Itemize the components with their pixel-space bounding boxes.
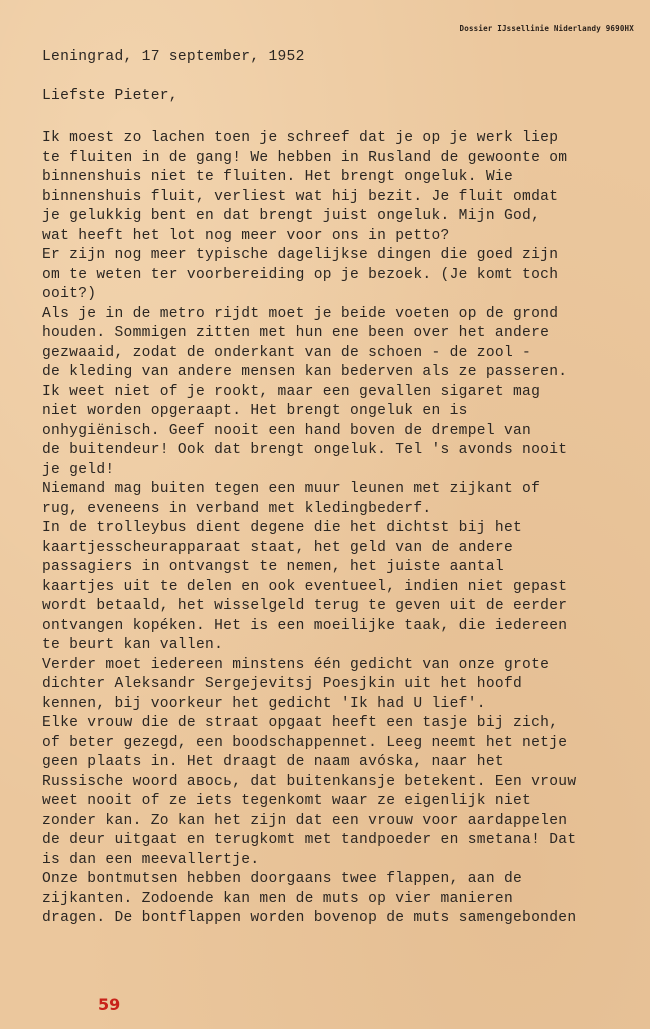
letter-line: om te weten ter voorbereiding op je bezoek. (Je komt toch (42, 266, 559, 283)
letter-line: kaartjes uit te delen en ook eventueel, indien niet gepast (42, 578, 568, 595)
letter-text (42, 47, 612, 929)
letter-line: niet worden opgeraapt. Het brengt ongeluk en is (42, 403, 468, 419)
letter-line: de deur uitgaat en terugkomt met tandpoeder en smetana! Dat (42, 832, 577, 848)
letter-line: Ik weet niet of je rookt, maar een gevallen sigaret mag (42, 383, 541, 400)
letter-line: In de trolleybus dient degene die het dichtst bij het (42, 520, 523, 536)
letter-line: Er zijn nog meer typische dagelijkse dingen die goed zijn (42, 247, 559, 263)
letter-line: de buitendeur! Ook dat brengt ongeluk. Tel 's avonds nooit (42, 442, 568, 458)
letter-line: Ik moest zo lachen toen je schreef dat je op je werk liep (42, 130, 559, 146)
letter-line: te fluiten in de gang! We hebben in Rusland de gewoonte om (42, 149, 568, 166)
letter-line: je gelukkig bent en dat brengt juist ongeluk. Mijn God, (42, 208, 541, 224)
letter-line: Niemand mag buiten tegen een muur leunen met zijkant of (42, 481, 541, 497)
letter-body (42, 129, 612, 929)
letter-line: geen plaats in. Het draagt de naam avóska, naar het (42, 754, 504, 770)
letter-line: dichter Aleksandr Sergejevitsj Poesjkin uit het hoofd (42, 676, 523, 692)
letter-line: de kleding van andere mensen kan bederven als ze passeren. (42, 364, 568, 380)
letter-date: Leningrad, 17 september, 1952 (42, 49, 305, 65)
letter-line: kaartjesscheurapparaat staat, het geld van de andere (42, 539, 513, 556)
letter-line: Russische woord авось, dat buitenkansje betekent. Een vrouw (42, 773, 577, 790)
letter-line: is dan een meevallertje. (42, 851, 260, 868)
letter-line: Als je in de metro rijdt moet je beide voeten op de grond (42, 305, 559, 322)
letter-line: rug, eveneens in verband met kledingbederf. (42, 500, 432, 517)
dossier-header: Dossier IJssellinie Niderlandy 9690HX (459, 24, 634, 33)
letter-line: ooit?) (42, 286, 97, 302)
letter-line: Onze bontmutsen hebben doorgaans twee flappen, aan de (42, 871, 523, 887)
letter-line: dragen. De bontflappen worden bovenop de muts samengebonden (42, 910, 577, 926)
page-number: 59 (98, 995, 121, 1014)
letter-line: zonder kan. Zo kan het zijn dat een vrouw voor aardappelen (42, 812, 568, 829)
letter-line: wat heeft het lot nog meer voor ons in petto? (42, 227, 450, 244)
letter-greeting: Liefste Pieter, (42, 88, 178, 104)
letter-line: onhygiënisch. Geef nooit een hand boven de drempel van (42, 422, 532, 439)
letter-line: houden. Sommigen zitten met hun ene been over het andere (42, 325, 550, 341)
letter-line: zijkanten. Zodoende kan men de muts op vier manieren (42, 890, 513, 907)
letter-line: gezwaaid, zodat de onderkant van de schoen - de zool - (42, 344, 532, 361)
letter-line: kennen, bij voorkeur het gedicht 'Ik had U lief'. (42, 695, 486, 712)
letter-line: passagiers in ontvangst te nemen, het juiste aantal (42, 559, 504, 575)
letter-line: binnenshuis niet te fluiten. Het brengt ongeluk. Wie (42, 169, 513, 185)
letter-line: Verder moet iedereen minstens één gedicht van onze grote (42, 656, 550, 673)
letter-line: te beurt kan vallen. (42, 637, 224, 653)
letter-line: je geld! (42, 461, 115, 478)
letter-line: wordt betaald, het wisselgeld terug te geven uit de eerder (42, 598, 568, 614)
letter-line: binnenshuis fluit, verliest wat hij bezit. Je fluit omdat (42, 188, 559, 205)
letter-line: ontvangen kopéken. Het is een moeilijke taak, die iedereen (42, 617, 568, 634)
letter-line: of beter gezegd, een boodschappennet. Leeg neemt het netje (42, 734, 568, 751)
letter-line: weet nooit of ze iets tegenkomt waar ze eigenlijk niet (42, 793, 532, 809)
letter-line: Elke vrouw die de straat opgaat heeft een tasje bij zich, (42, 715, 559, 731)
